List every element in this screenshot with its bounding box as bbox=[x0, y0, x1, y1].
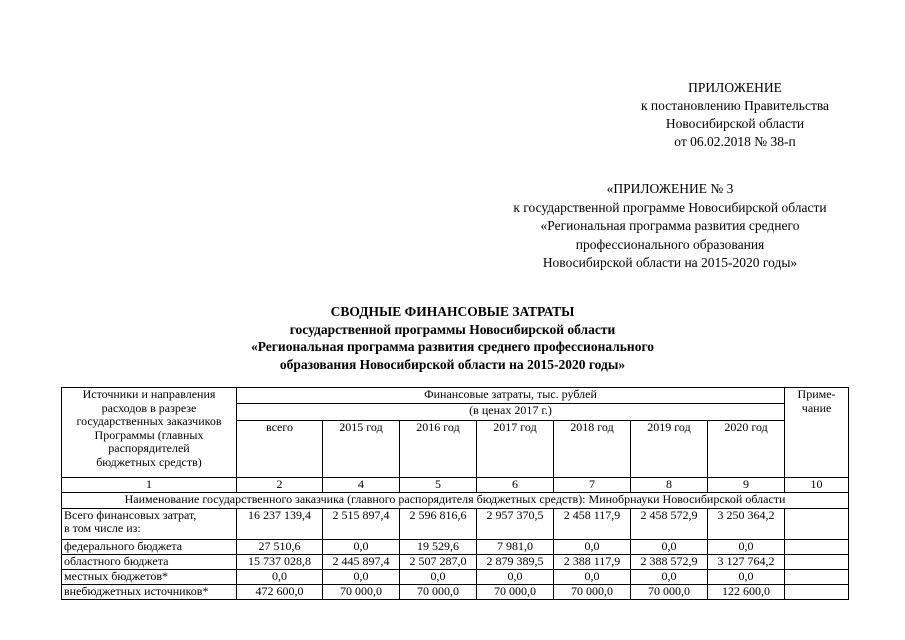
row-label: местных бюджетов* bbox=[62, 569, 237, 584]
title-line2: государственной программы Новосибирской области bbox=[289, 321, 616, 337]
value-cell: 0,0 bbox=[477, 569, 554, 584]
header-year: 2020 год bbox=[708, 421, 785, 478]
note-cell bbox=[785, 539, 849, 554]
header-year: 2015 год bbox=[323, 421, 400, 478]
row-label: областного бюджета bbox=[62, 554, 237, 569]
appendix-main-line1: ПРИЛОЖЕНИЕ bbox=[688, 80, 782, 95]
value-cell: 7 981,0 bbox=[477, 539, 554, 554]
column-number: 6 bbox=[477, 478, 554, 493]
value-cell: 2 957 370,5 bbox=[477, 508, 554, 539]
value-cell: 0,0 bbox=[400, 569, 477, 584]
value-cell: 2 445 897,4 bbox=[323, 554, 400, 569]
table-row bbox=[62, 554, 849, 569]
value-cell: 27 510,6 bbox=[237, 539, 323, 554]
value-cell: 70 000,0 bbox=[554, 584, 631, 599]
appendix-3-line2: к государственной программе Новосибирской области bbox=[513, 199, 827, 215]
column-number: 1 bbox=[62, 478, 237, 493]
value-cell: 0,0 bbox=[708, 569, 785, 584]
note-cell bbox=[785, 584, 849, 599]
row-label-line2: в том числе из: bbox=[64, 521, 141, 535]
header-year: 2017 год bbox=[477, 421, 554, 478]
column-number: 7 bbox=[554, 478, 631, 493]
value-cell: 2 596 816,6 bbox=[400, 508, 477, 539]
title-line3: «Региональная программа развития среднего профессионального bbox=[250, 339, 655, 354]
column-number: 10 bbox=[785, 478, 849, 493]
appendix-3-line5: Новосибирской области на 2015-2020 годы» bbox=[542, 255, 798, 270]
value-cell: 70 000,0 bbox=[323, 584, 400, 599]
title-line4: образования Новосибирской области на 2015-2020 годы» bbox=[279, 356, 626, 372]
title-line1: СВОДНЫЕ ФИНАНСОВЫЕ ЗАТРАТЫ bbox=[330, 304, 575, 319]
column-number: 4 bbox=[323, 478, 400, 493]
value-cell: 122 600,0 bbox=[708, 584, 785, 599]
table-row bbox=[62, 508, 849, 539]
table-row bbox=[62, 539, 849, 554]
column-number: 2 bbox=[237, 478, 323, 493]
value-cell: 16 237 139,4 bbox=[237, 508, 323, 539]
note-header-line: Приме- bbox=[797, 387, 836, 401]
financial-table bbox=[61, 387, 849, 600]
value-cell: 472 600,0 bbox=[237, 584, 323, 599]
header-note bbox=[785, 388, 849, 478]
table-row bbox=[62, 584, 849, 599]
header-year: 2018 год bbox=[554, 421, 631, 478]
row-label bbox=[62, 508, 237, 539]
appendix-3-line1: «ПРИЛОЖЕНИЕ № 3 bbox=[606, 181, 734, 196]
value-cell: 2 879 389,5 bbox=[477, 554, 554, 569]
value-cell: 2 507 287,0 bbox=[400, 554, 477, 569]
note-cell bbox=[785, 508, 849, 539]
value-cell: 0,0 bbox=[631, 539, 708, 554]
value-cell: 3 127 764,2 bbox=[708, 554, 785, 569]
value-cell: 0,0 bbox=[554, 569, 631, 584]
value-cell: 0,0 bbox=[554, 539, 631, 554]
table-row bbox=[62, 569, 849, 584]
header-year: 2019 год bbox=[631, 421, 708, 478]
row-label: внебюджетных источников* bbox=[62, 584, 237, 599]
customer-row: Наименование государственного заказчика (главного распорядителя бюджетных средств): Минобрнауки Новосибирской области bbox=[62, 492, 849, 508]
header-year: 2016 год bbox=[400, 421, 477, 478]
header-source bbox=[62, 388, 237, 478]
source-header-line: Источники и направления bbox=[82, 387, 216, 401]
appendix-main-line4: от 06.02.2018 № 38-п bbox=[674, 134, 796, 149]
header-financial-costs: Финансовые затраты, тыс. рублей bbox=[237, 388, 785, 404]
value-cell: 0,0 bbox=[323, 539, 400, 554]
column-number: 9 bbox=[708, 478, 785, 493]
row-label: федерального бюджета bbox=[62, 539, 237, 554]
source-header-line: бюджетных средств) bbox=[96, 454, 202, 469]
row-label-line1: Всего финансовых затрат, bbox=[64, 508, 197, 522]
appendix-main-line3: Новосибирской области bbox=[665, 116, 805, 131]
document-title bbox=[180, 303, 725, 373]
value-cell: 2 388 117,9 bbox=[554, 554, 631, 569]
appendix-main-line2: к постановлению Правительства bbox=[640, 98, 830, 113]
value-cell: 70 000,0 bbox=[477, 584, 554, 599]
source-header-line: Программы (главных bbox=[94, 427, 204, 442]
value-cell: 0,0 bbox=[323, 569, 400, 584]
appendix-3-block bbox=[470, 180, 870, 273]
source-header-line: распорядителей bbox=[108, 441, 190, 455]
value-cell: 70 000,0 bbox=[400, 584, 477, 599]
appendix-3-line3: «Региональная программа развития среднего bbox=[540, 218, 800, 233]
note-cell bbox=[785, 569, 849, 584]
value-cell: 15 737 028,8 bbox=[237, 554, 323, 569]
column-number: 8 bbox=[631, 478, 708, 493]
value-cell: 2 458 572,9 bbox=[631, 508, 708, 539]
value-cell: 19 529,6 bbox=[400, 539, 477, 554]
value-cell: 2 458 117,9 bbox=[554, 508, 631, 539]
value-cell: 3 250 364,2 bbox=[708, 508, 785, 539]
column-number: 5 bbox=[400, 478, 477, 493]
value-cell: 2 388 572,9 bbox=[631, 554, 708, 569]
value-cell: 0,0 bbox=[237, 569, 323, 584]
source-header-line: государственных заказчиков bbox=[76, 414, 222, 428]
value-cell: 2 515 897,4 bbox=[323, 508, 400, 539]
value-cell: 0,0 bbox=[708, 539, 785, 554]
value-cell: 70 000,0 bbox=[631, 584, 708, 599]
appendix-main-block bbox=[610, 79, 860, 151]
header-price-note: (в ценах 2017 г.) bbox=[237, 404, 785, 421]
value-cell: 0,0 bbox=[631, 569, 708, 584]
header-year: всего bbox=[237, 421, 323, 478]
appendix-3-line4: профессионального образования bbox=[575, 236, 765, 252]
note-header-line: чание bbox=[801, 400, 832, 415]
source-header-line: расходов в разрезе bbox=[101, 400, 197, 415]
note-cell bbox=[785, 554, 849, 569]
